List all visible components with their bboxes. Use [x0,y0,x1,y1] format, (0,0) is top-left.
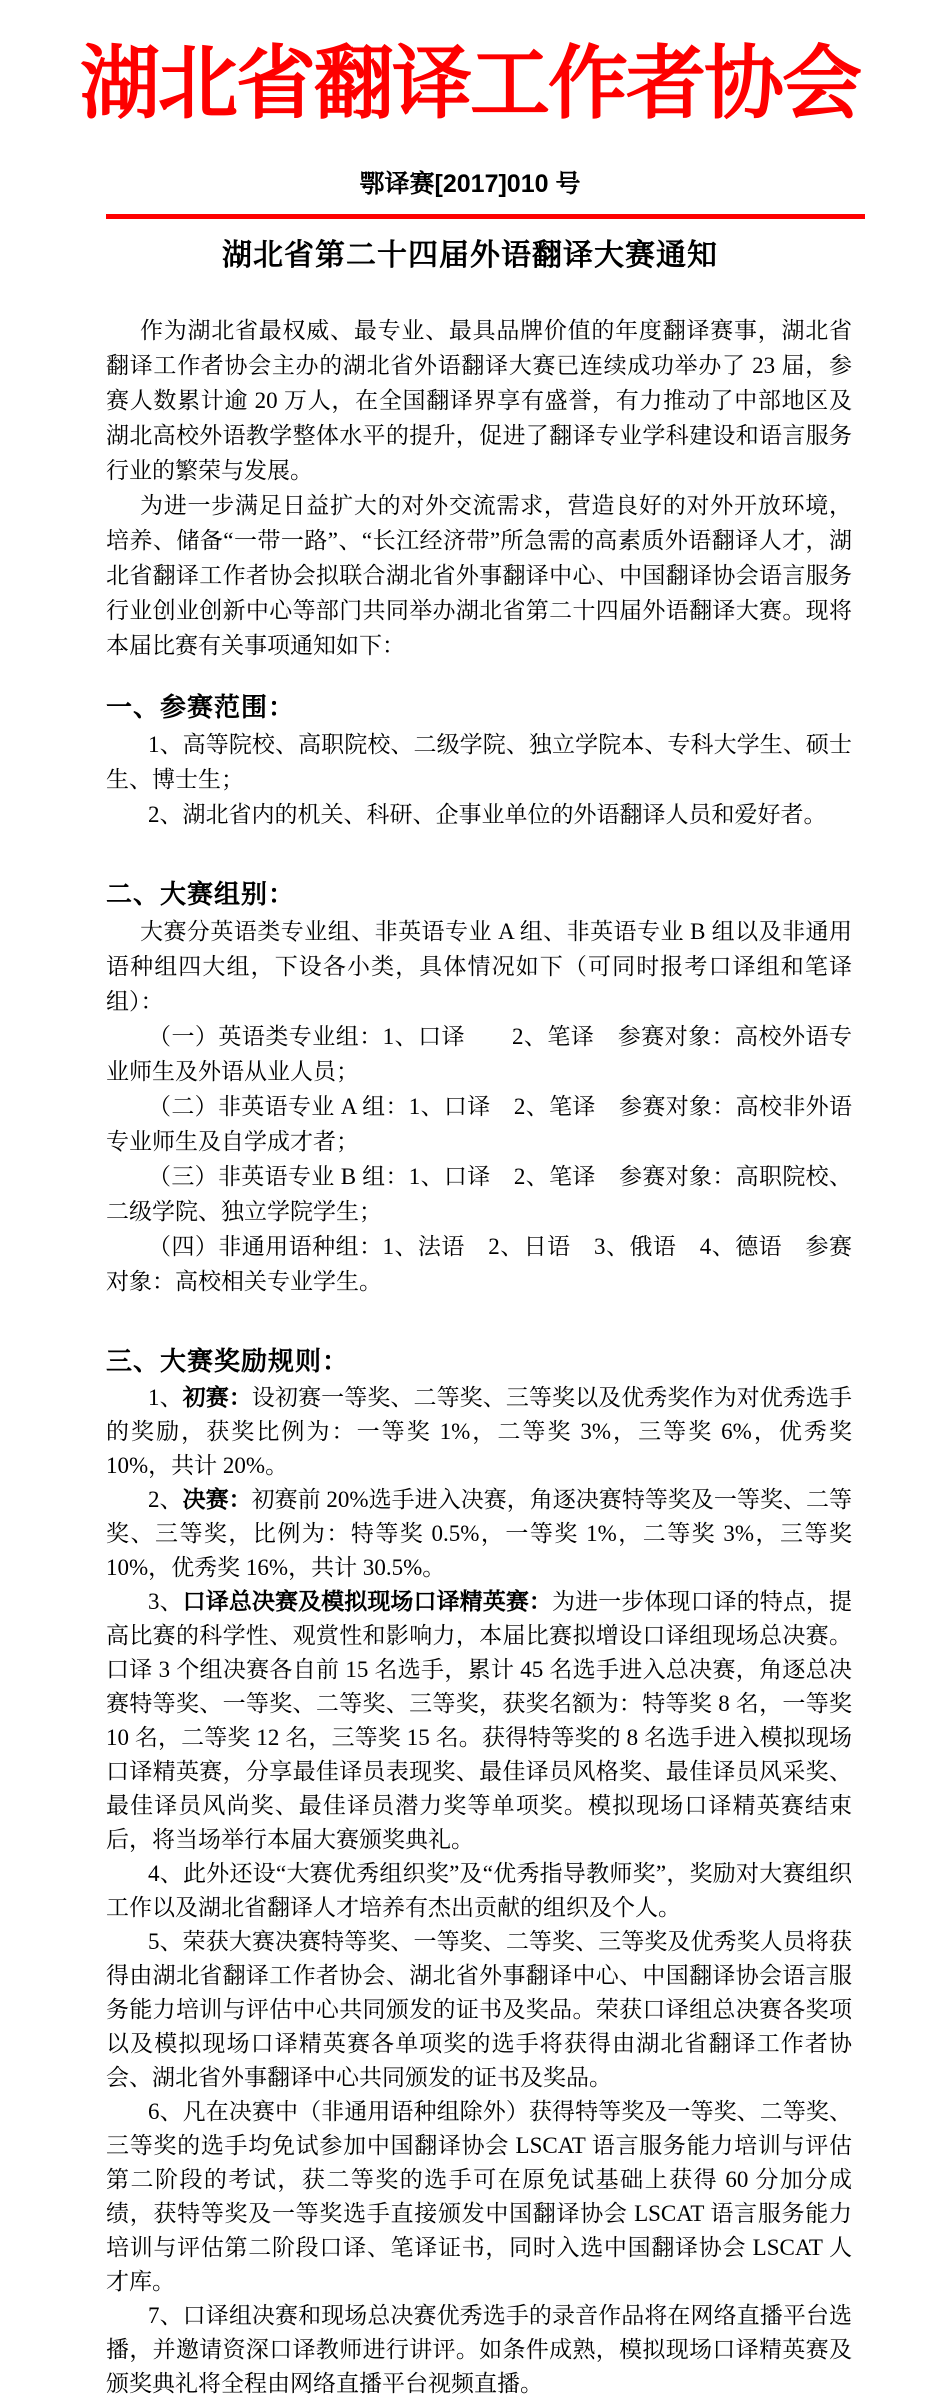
rule-text: 凡在决赛中（非通用语种组除外）获得特等奖及一等奖、二等奖、三等奖的选手均免试参加中国翻译协会 LSCAT 语言服务能力培训与评估第二阶段的考试，获二等奖的选手可在原免试基础上获得 60 分加分成绩，获特等奖及一等奖选手直接颁发中国翻译协会 LSCAT 语言服务能力培训与评估第二阶段口译、笔译证书，同时入选中国翻译协会 LSCAT 人才库。 [106,2099,853,2294]
rule-text: 为进一步体现口译的特点，提高比赛的科学性、观赏性和影响力，本届比赛拟增设口译组现场总决赛。口译 3 个组决赛各自前 15 名选手，累计 45 名选手进入总决赛，角逐总决赛特等奖、一等奖、二等奖、三等奖，获奖名额为：特等奖 8 名，一等奖 10 名，二等奖 12 名，三等奖 15 名。获得特等奖的 8 名选手进入模拟现场口译精英赛，分享最佳译员表现奖、最佳译员风格奖、最佳译员风采奖、最佳译员风尚奖、最佳译员潜力奖等单项奖。模拟现场口译精英赛结束后，将当场举行本届大赛颁奖典礼。 [106,1589,853,1852]
awards-rules-list [106,1381,852,2401]
rule-number: 3、 [148,1589,183,1614]
rule-number: 2、 [148,1487,183,1512]
rule-text: 荣获大赛决赛特等奖、一等奖、二等奖、三等奖及优秀奖人员将获得由湖北省翻译工作者协会、湖北省外事翻译中心、中国翻译协会语言服务能力培训与评估中心共同颁发的证书及奖品。荣获口译组总决赛各奖项以及模拟现场口译精英赛各单项奖的选手将获得由湖北省翻译工作者协会、湖北省外事翻译中心共同颁发的证书及奖品。 [106,1929,853,2090]
rule-label: 口译总决赛及模拟现场口译精英赛： [182,1589,553,1614]
rule-text: 此外还设“大赛优秀组织奖”及“优秀指导教师奖”，奖励对大赛组织工作以及湖北省翻译人才培养有杰出贡献的组织及个人。 [106,1861,852,1920]
organization-title: 湖北省翻译工作者协会 [80,39,860,128]
rule-number: 4、 [148,1861,183,1886]
rule-text: 初赛前 20%选手进入决赛，角逐决赛特等奖及一等奖、二等奖、三等奖，比例为：特等奖 0.5%，一等奖 1%，二等奖 3%，三等奖 10%，优秀奖 16%，共计 30.5%。 [106,1487,853,1580]
group-item-3: （三）非英语专业 B 组：1、口译 2、笔译 参赛对象：高职院校、二级学院、独立学院学生； [106,1164,852,1224]
rule-item-6 [106,2095,852,2299]
section-heading-groups: 二、大赛组别： [106,879,296,909]
intro-paragraph-1: 作为湖北省最权威、最专业、最具品牌价值的年度翻译赛事，湖北省翻译工作者协会主办的湖北省外语翻译大赛已连续成功举办了 23 届，参赛人数累计逾 20 万人，在全国翻译界享有盛誉，有力推动了中部地区及湖北高校外语教学整体水平的提升，促进了翻译专业学科建设和语言服务行业的繁荣与发展。 [106,318,852,483]
rule-text: 口译组决赛和现场总决赛优秀选手的录音作品将在网络直播平台选播，并邀请资深口译教师进行讲评。如条件成熟，模拟现场口译精英赛及颁奖典礼将全程由网络直播平台视频直播。 [106,2303,853,2396]
red-divider-line [106,214,865,219]
intro-paragraph-2: 为进一步满足日益扩大的对外交流需求，营造良好的对外开放环境，培养、储备“一带一路”、“长江经济带”所急需的高素质外语翻译人才，湖北省翻译工作者协会拟联合湖北省外事翻译中心、中国翻译协会语言服务行业创业创新中心等部门共同举办湖北省第二十四届外语翻译大赛。现将本届比赛有关事项通知如下： [106,493,852,658]
rule-number: 7、 [148,2303,183,2328]
rule-item-1 [106,1381,852,1483]
notice-title: 湖北省第二十四届外语翻译大赛通知 [222,239,718,272]
groups-list [106,1019,852,1299]
document-page [0,39,940,2396]
groups-intro: 大赛分英语类专业组、非英语专业 A 组、非英语专业 B 组以及非通用语种组四大组，下设各小类，具体情况如下（可同时报考口译组和笔译组）： [106,919,852,1014]
rule-item-7 [106,2299,852,2401]
document-number: 鄂译赛[2017]010 号 [359,170,581,198]
scope-list [106,727,852,832]
rule-item-4 [106,1857,852,1925]
group-item-2: （二）非英语专业 A 组：1、口译 2、笔译 参赛对象：高校非外语专业师生及自学成才者； [106,1094,852,1154]
section-heading-awards: 三、大赛奖励规则： [106,1346,350,1376]
rule-text: 设初赛一等奖、二等奖、三等奖以及优秀奖作为对优秀选手的奖励，获奖比例为：一等奖 1%，二等奖 3%，三等奖 6%，优秀奖 10%，共计 20%。 [106,1385,853,1478]
rule-item-3 [106,1585,852,1857]
rule-number: 1、 [148,1385,183,1410]
rule-label: 决赛： [182,1487,252,1512]
intro-block [106,313,852,663]
scope-item-2: 2、湖北省内的机关、科研、企事业单位的外语翻译人员和爱好者。 [148,802,827,827]
rule-number: 5、 [148,1929,183,1954]
rule-item-2 [106,1483,852,1585]
rule-item-5 [106,1925,852,2095]
rule-label: 初赛： [182,1385,252,1410]
group-item-1: （一）英语类专业组：1、口译 2、笔译 参赛对象：高校外语专业师生及外语从业人员； [106,1024,852,1084]
scope-item-1: 1、高等院校、高职院校、二级学院、独立学院本、专科大学生、硕士生、博士生； [106,732,852,792]
section-heading-scope: 一、参赛范围： [106,692,296,722]
group-item-4: （四）非通用语种组：1、法语 2、日语 3、俄语 4、德语 参赛对象：高校相关专业学生。 [106,1234,852,1294]
rule-number: 6、 [148,2099,183,2124]
